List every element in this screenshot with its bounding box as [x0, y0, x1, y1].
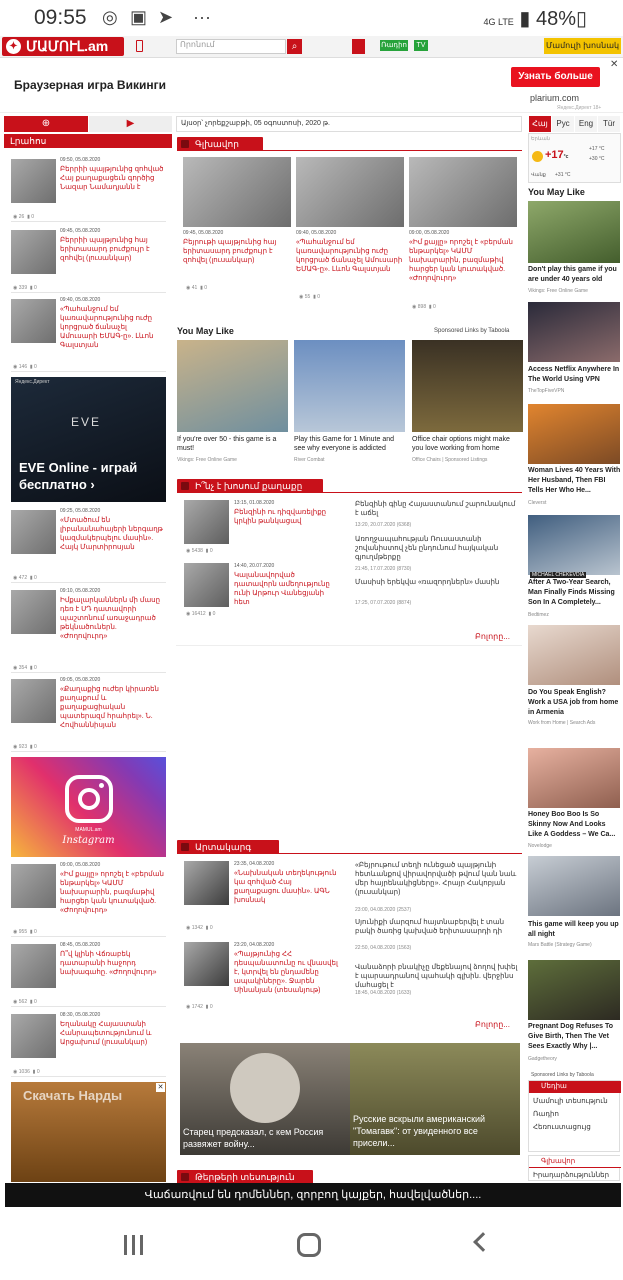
ticker-bar[interactable]: Վաճառվում են դոմեններ, զորբող կայքեր, հավելվածներ.... — [5, 1183, 621, 1207]
eye-icon: ◉ — [412, 304, 417, 310]
news-stats: ◉ 955 ▮ 0 — [13, 929, 37, 935]
news-time: 08:30, 05.08.2020 — [60, 1012, 101, 1018]
ymk-right-title[interactable]: This game will keep you up all night — [528, 921, 619, 938]
main-news-title[interactable]: «Իմ քայլը» որոշել է «բերման ենթարկել» ԿԱՄՄ նախարարին, բազմաթիվ հարցեր կան կուտակված. «Ժողովուրդ» — [409, 239, 513, 282]
news-thumb[interactable] — [11, 864, 56, 908]
news-time: 13:15, 01.08.2020 — [234, 500, 275, 506]
news-title[interactable]: Իմքալարկաններն մի մասը դեռ է ՍԴ դատավորի պաշտոնում առաջադրած թեկնածուներն. «Ժողովուրդ» — [60, 597, 161, 640]
ymk-right-source: Gadgetheory — [528, 1056, 557, 1062]
ad-banner[interactable] — [0, 58, 623, 113]
ymk-right-title[interactable]: Pregnant Dog Refuses To Give Birth, Then The Vet Sees Exactly Why |... — [528, 1023, 614, 1050]
home-icon[interactable] — [297, 1233, 321, 1257]
comment-icon: ▮ — [205, 548, 209, 554]
eye-icon: ◉ — [186, 285, 191, 291]
more-icon: ··· — [193, 7, 211, 27]
instagram-sub: MAMUL.am — [75, 827, 102, 833]
media-item[interactable]: Մամուլի տեսություն — [533, 1098, 608, 1105]
ad-elder[interactable] — [180, 1043, 350, 1155]
main-news-image[interactable] — [296, 157, 404, 227]
gallery-icon: ▣ — [130, 7, 148, 27]
news-divider — [11, 672, 166, 673]
news-stats: ◉ 5438 ▮ 0 — [186, 548, 213, 554]
main-news-title[interactable]: «Պահանջում եմ կառավարությունից ուժը կորցրած ճանաչել Ամուսարի ԵՄԱԳ-ը». Լևոն Գալստյան — [296, 239, 403, 273]
ymk-right-title[interactable]: Don't play this game if you are under 40 years old — [528, 266, 617, 283]
news-thumb[interactable] — [184, 500, 229, 544]
comment-icon: ▮ — [205, 1004, 209, 1010]
list-item-title[interactable]: Սյունիքի մարզում հայտնաբերվել է տան բակի ծառից կախված երիտասարդի դի — [355, 919, 505, 935]
media-item[interactable]: Ռադիո — [533, 1111, 559, 1118]
main-box-item[interactable]: Իրադարձություններ — [533, 1172, 610, 1179]
ymk-right-image[interactable] — [528, 856, 620, 916]
list-item-meta: 13:20, 20.07.2020 (6368) — [355, 522, 412, 528]
ymk-right-title[interactable]: After A Two-Year Search, Man Finally Finds Missing Son In A Completely... — [528, 579, 615, 606]
foreign-section-line — [177, 853, 522, 854]
news-title[interactable]: Կալանավորված դատավորն ամեղությունը ունի Արթուր Վանեցյանի հետ — [234, 572, 330, 606]
list-item-title[interactable]: «Բեյրութում տեղի ունեցած պայթյունի հետևանքով վիրավորվածի թվում կան նաև մեր հայրենակիցները». Հրայր Հակոբյան (լուսանկար) — [355, 862, 517, 896]
ad-domain: plarium.com — [530, 93, 580, 103]
news-stats: ◉ 1036 ▮ 0 — [13, 1069, 40, 1075]
news-time: 09:50, 05.08.2020 — [60, 157, 101, 163]
back-icon[interactable] — [473, 1232, 493, 1252]
instagram-label: Instagram — [62, 835, 115, 846]
news-time: 09:05, 05.08.2020 — [60, 677, 101, 683]
foreign-more-link[interactable]: Բոլորը... — [475, 1020, 510, 1029]
news-divider — [11, 1006, 166, 1007]
news-stats: ◉ 26 ▮ 0 — [13, 214, 35, 220]
eye-icon: ◉ — [299, 294, 304, 300]
ymk-right-source: Novelodge — [528, 843, 552, 849]
lang-tab[interactable]: Հայ — [529, 116, 551, 132]
ymk-right-sponsor: Sponsored Links by Taboola — [531, 1072, 594, 1078]
instagram-icon — [65, 775, 113, 823]
ad-learn-more-button[interactable]: Узнать больше — [511, 67, 600, 87]
main-section-title: Գլխավոր — [177, 137, 263, 151]
ymk-title[interactable]: If you're over 50 - this game is a must! — [177, 436, 277, 452]
news-thumb[interactable] — [11, 299, 56, 343]
news-thumb[interactable] — [11, 230, 56, 274]
ymk-right-title: You May Like — [528, 187, 585, 197]
tab-video[interactable]: ▶ — [89, 116, 172, 132]
ymk-right-source: TheTopFiveVPN — [528, 388, 565, 394]
eye-icon: ◉ — [13, 364, 18, 370]
news-stats: ◉ 923 ▮ 0 — [13, 744, 37, 750]
comment-icon: ▮ — [313, 294, 316, 300]
eye-icon: ◉ — [13, 929, 18, 935]
radio-button[interactable]: Ռադիո — [381, 42, 407, 49]
search-button[interactable] — [287, 39, 302, 54]
ymk-source: River Combat — [294, 457, 325, 463]
ad-title: Браузерная игра Викинги — [14, 78, 166, 92]
main-news-image[interactable] — [183, 157, 291, 227]
news-thumb[interactable] — [184, 861, 229, 905]
lang-tab[interactable]: Tür — [598, 116, 620, 132]
news-stats: ◉ 1742 ▮ 0 — [186, 1004, 213, 1010]
ad-elder-title: Старец предсказал, с кем Россия развяжет войну... — [183, 1127, 324, 1149]
ymk-right-source: Bedtimez — [528, 612, 549, 618]
main-news-stats: ◉ 55 ▮ 0 — [299, 294, 321, 300]
news-title[interactable]: «Մտածում են լիբանանահայերի ներգաղթ կազմակերպելու մասին». Հայկ Մարտիրոսյան — [60, 517, 163, 551]
ad-elder-face — [230, 1053, 300, 1123]
news-title[interactable]: Բերրիի պայթյունից զոհված Հայ քաղաքացեւն գործից Նազար Նամադյանն է — [60, 166, 164, 191]
hidden-section-line — [177, 492, 522, 493]
site-header — [0, 36, 623, 58]
news-divider — [11, 292, 166, 293]
ymk-image[interactable] — [294, 340, 405, 432]
eye-icon: ◉ — [186, 925, 191, 931]
news-title[interactable]: «Իմ քայլը» որոշել է «բերման ենթարկել» ԿԱՄՄ նախարարին, բազմաթիվ հարցեր կան կուտակված. «Ժողովուրդ» — [60, 871, 164, 914]
weather-temp2: +31 °C — [555, 172, 571, 178]
eye-icon: ◉ — [13, 285, 18, 291]
main-news-stats: ◉ 898 ▮ 0 — [412, 304, 436, 310]
news-time: 23:35, 04.08.2020 — [234, 861, 275, 867]
news-thumb[interactable] — [11, 590, 56, 634]
main-news-image[interactable] — [409, 157, 517, 227]
eye-icon: ◉ — [13, 1069, 18, 1075]
ad-nardy[interactable] — [11, 1082, 166, 1182]
news-thumb[interactable] — [11, 159, 56, 203]
ymk-right-source: Vikings: Free Online Game — [528, 288, 588, 294]
news-title[interactable]: Բերրիի պայթյունից հայ երիտասարդ բուժքույր է զոհվել (լուսանկար) — [60, 237, 150, 262]
ymk-right-image[interactable] — [528, 515, 620, 575]
comment-icon: ▮ — [29, 575, 33, 581]
news-thumb[interactable] — [11, 944, 56, 988]
ymk-source: Office Chairs | Sponsored Listings — [412, 457, 488, 463]
news-thumb[interactable] — [11, 679, 56, 723]
news-title[interactable]: «Պահանջում եմ կառավարությունից ուժը կորցրած ճանաչել Ամուսարի ԵՄԱԳ-ը». Լևոն Գալստյան — [60, 306, 154, 349]
eye-icon: ◉ — [13, 214, 18, 220]
sun-icon — [532, 151, 543, 162]
weather-lo: +17 °C — [589, 146, 605, 152]
ad-tomahawk-title: Русские вскрыли американский "Томагавк": от увиденного все присели... — [353, 1114, 486, 1148]
ymk-title[interactable]: Office chair options might make you love working from home — [412, 436, 510, 452]
news-stats: ◉ 1342 ▮ 0 — [186, 925, 213, 931]
feed-header: Լրահոս — [4, 134, 172, 148]
ymk-right-title[interactable]: Do You Speak English? Work a USA job from home in Armenia — [528, 689, 619, 716]
newspaper-icon[interactable] — [352, 39, 365, 54]
main-news-time: 09:00, 05.08.2020 — [409, 230, 450, 236]
status-time: 09:55 — [34, 6, 87, 29]
left-tabs — [4, 116, 172, 132]
news-stats: ◉ 562 ▮ 0 — [13, 999, 37, 1005]
news-time: 09:25, 05.08.2020 — [60, 508, 101, 514]
comment-icon: ▮ — [208, 611, 212, 617]
list-item-title[interactable]: Բենզինի գինը Հայաստանում շարունակում է աճել — [355, 501, 516, 517]
news-stats: ◉ 354 ▮ 0 — [13, 665, 37, 671]
ymk-center-sponsor: Sponsored Links by Taboola — [434, 328, 510, 334]
news-title[interactable]: «Նախնական տեղեկություն կա զոհված Հայ քաղաքացու մասին». ԱԳՆ խոսնակ — [234, 870, 337, 904]
news-overlay-label: MICHAEL CHEKEVDIA — [532, 572, 585, 578]
ad-tomahawk[interactable] — [350, 1043, 520, 1155]
search-input[interactable]: Որոնում — [176, 39, 286, 54]
logo-icon: ✦ — [6, 39, 21, 54]
tv-button[interactable]: TV — [414, 40, 428, 51]
main-news-title[interactable]: Բեյրութի պայթյունից հայ երիտասարդ բուժքույր է զոհվել (լուսանկար) — [183, 239, 277, 264]
news-stats: ◉ 146 ▮ 0 — [13, 364, 37, 370]
ad-eve-sub: EVE — [71, 415, 102, 429]
news-title[interactable]: Բենզինի ու դիզվառելիքը կրկին թանկացավ — [234, 509, 327, 525]
comment-icon: ▮ — [29, 285, 33, 291]
ad-eve-title: EVE Online - играй бесплатно › — [19, 460, 138, 492]
ymk-image[interactable] — [177, 340, 288, 432]
press-section-title: Թերթերի տեսություն — [177, 1170, 313, 1184]
main-news-time: 09:40, 05.08.2020 — [296, 230, 337, 236]
media-box-title: Մեդիա — [529, 1081, 621, 1093]
comment-icon: ▮ — [200, 285, 203, 291]
news-thumb[interactable] — [184, 563, 229, 607]
lang-tab[interactable]: Eng — [575, 116, 597, 132]
ymk-right-source: Work from Home | Search Ads — [528, 720, 596, 726]
recent-apps-icon[interactable] — [122, 1235, 146, 1255]
weather-temp: +17°c — [545, 149, 569, 161]
ymk-title[interactable]: Play this Game for 1 Minute and see why everyone is addicted — [294, 436, 394, 452]
chrome-icon: ◎ — [102, 7, 118, 27]
news-divider — [11, 221, 166, 222]
ad-close-icon[interactable]: ✕ — [610, 59, 619, 70]
main-box-title: Գլխավոր — [529, 1156, 621, 1168]
news-title[interactable]: «Քաղաքից ուժեր կիրառեն քաղաքում և քաղաքացիական պատերազմ հրահրել». Ն. Հովհաննիսյան — [60, 686, 159, 729]
eye-icon: ◉ — [13, 575, 18, 581]
main-section-line — [177, 150, 522, 151]
hidden-more-link[interactable]: Բոլորը... — [475, 632, 510, 641]
news-title[interactable]: «Պայթյունից ՀՀ դեսպանատունը ու վնասվել է, կտրվել են ընդամենը ապակիները». Ջարեն Սինանյան (տեսանյութ) — [234, 951, 338, 994]
comment-icon: ▮ — [428, 304, 432, 310]
main-news-stats: ◉ 41 ▮ 0 — [186, 285, 208, 291]
ymk-center-title: You May Like — [177, 326, 234, 336]
lang-tab[interactable]: Рус — [552, 116, 574, 132]
news-title[interactable]: Ո՞վ կլինի Վճռաբեկ դատարանի հաջորդ նախագահը. «Ժողովուրդ» — [60, 951, 157, 976]
ymk-right-image[interactable] — [528, 201, 620, 263]
comment-icon: ▮ — [205, 925, 209, 931]
ymk-right-title[interactable]: Honey Boo Boo Is So Skinny Now And Looks Like A Goddess – We Ca... — [528, 811, 616, 838]
news-divider — [11, 1076, 166, 1077]
site-logo[interactable]: ✦ ՄԱՄՈՒԼ.am — [2, 37, 124, 56]
foreign-section-title: Արտակարգ — [177, 840, 279, 854]
search-icon: ⌕ — [291, 41, 298, 52]
ymk-right-source: Mars Battle (Strategy Game) — [528, 942, 592, 948]
news-thumb[interactable] — [184, 942, 229, 986]
ymk-right-title[interactable]: Access Netflix Anywhere In The World Using VPN — [528, 366, 620, 383]
comment-icon: ▮ — [27, 214, 30, 220]
ymk-right-image[interactable] — [528, 960, 620, 1020]
status-bar — [0, 0, 623, 36]
eye-icon: ◉ — [13, 999, 18, 1005]
center-blank — [176, 645, 522, 837]
comment-icon: ▮ — [32, 1069, 36, 1075]
eye-icon: ◉ — [186, 548, 191, 554]
news-thumb[interactable] — [11, 510, 56, 554]
news-stats: ◉ 16412 ▮ 0 — [186, 611, 216, 617]
instagram-banner[interactable] — [11, 757, 166, 857]
main-box — [528, 1155, 620, 1181]
ymk-right-image[interactable] — [528, 748, 620, 808]
list-item-title[interactable]: Վանաձորի բնակիչը մեքենայով ձողով խփել է պարսադրանով պահակի գլխին. վերջինս մահացել է — [355, 964, 518, 989]
comment-icon: ▮ — [29, 929, 33, 935]
eye-icon: ◉ — [13, 665, 18, 671]
eye-icon: ◉ — [13, 744, 18, 750]
weather-widget — [528, 133, 621, 183]
media-box — [528, 1080, 620, 1152]
list-item-title[interactable]: Մասիսի երեկվա «ռազորդներն» մասին — [355, 579, 500, 586]
ymk-right-source: Cleverst — [528, 500, 547, 506]
list-item-title[interactable]: Առողջապահության Ռուսաստանի շովանիստով չեն ընդունում հայկական գյուղմթերքը — [355, 536, 499, 561]
list-item-meta: 17:25, 07.07.2020 (8874) — [355, 600, 412, 606]
weather-city2: Վանք — [531, 172, 546, 178]
tab-home[interactable]: ⊕ — [4, 116, 88, 132]
news-divider — [11, 936, 166, 937]
weather-hi: +30 °C — [589, 156, 605, 162]
list-item-meta: 23:00, 04.08.2020 (2537) — [355, 907, 412, 913]
ad-yandex-label: Яндекс.Директ 18+ — [557, 105, 602, 111]
date-bar: Այսօր՝ չորեքշաբթի, 05 օգոստոսի, 2020 թ. — [176, 116, 522, 132]
weather-city: Երևան — [531, 136, 550, 142]
list-item-meta: 22:50, 04.08.2020 (1563) — [355, 945, 412, 951]
news-time: 09:10, 05.08.2020 — [60, 588, 101, 594]
news-time: 14:40, 20.07.2020 — [234, 563, 275, 569]
news-thumb[interactable] — [11, 1014, 56, 1058]
ymk-right-title[interactable]: Woman Lives 40 Years With Her Husband, Then FBI Tells Her Who He... — [528, 467, 621, 494]
eye-icon: ◉ — [186, 611, 191, 617]
ad-nardy-title: Скачать Нарды — [23, 1088, 123, 1103]
news-stats: ◉ 339 ▮ 0 — [13, 285, 37, 291]
comment-icon: ▮ — [29, 665, 33, 671]
news-stats: ◉ 472 ▮ 0 — [13, 575, 37, 581]
news-title[interactable]: Եղանակը Հայաստանի Հանրապետությունում և Արցախում (լուսանկար) — [60, 1021, 152, 1046]
mobile-icon[interactable] — [136, 40, 143, 52]
android-navbar — [0, 1207, 623, 1280]
news-divider — [11, 582, 166, 583]
news-time: 09:45, 05.08.2020 — [60, 228, 101, 234]
ymk-right-image[interactable] — [528, 302, 620, 362]
comment-icon: ▮ — [29, 364, 33, 370]
list-item-meta: 18:45, 04.08.2020 (1633) — [355, 990, 412, 996]
hidden-section-title: Ի՞նչ է խոսում քաղաքը — [177, 479, 323, 493]
news-time: 23:20, 04.08.2020 — [234, 942, 275, 948]
ymk-right-image[interactable] — [528, 625, 620, 685]
media-item[interactable]: Հեռուստացույց — [533, 1124, 591, 1131]
ad-eve-label: Яндекс.Директ — [15, 379, 50, 385]
status-right: 4G LTE ▮ 48%▯ — [483, 8, 587, 30]
list-item-meta: 21:45, 17.07.2020 (8730) — [355, 566, 412, 572]
ad-nardy-close-icon[interactable]: ✕ — [157, 1084, 164, 1091]
news-time: 09:00, 05.08.2020 — [60, 862, 101, 868]
news-time: 08:45, 05.08.2020 — [60, 942, 101, 948]
ad-eve[interactable] — [11, 377, 166, 502]
ymk-source: Vikings: Free Online Game — [177, 457, 237, 463]
news-divider — [11, 371, 166, 372]
ymk-image[interactable] — [412, 340, 523, 432]
main-news-time: 09:45, 05.08.2020 — [183, 230, 224, 236]
spokesman-button[interactable]: Մամուլի խոսնակ — [544, 38, 621, 54]
comment-icon: ▮ — [29, 744, 33, 750]
eye-icon: ◉ — [186, 1004, 191, 1010]
comment-icon: ▮ — [29, 999, 33, 1005]
news-divider — [11, 751, 166, 752]
telegram-icon: ➤ — [158, 7, 174, 27]
ymk-right-image[interactable] — [528, 404, 620, 464]
news-time: 09:40, 05.08.2020 — [60, 297, 101, 303]
